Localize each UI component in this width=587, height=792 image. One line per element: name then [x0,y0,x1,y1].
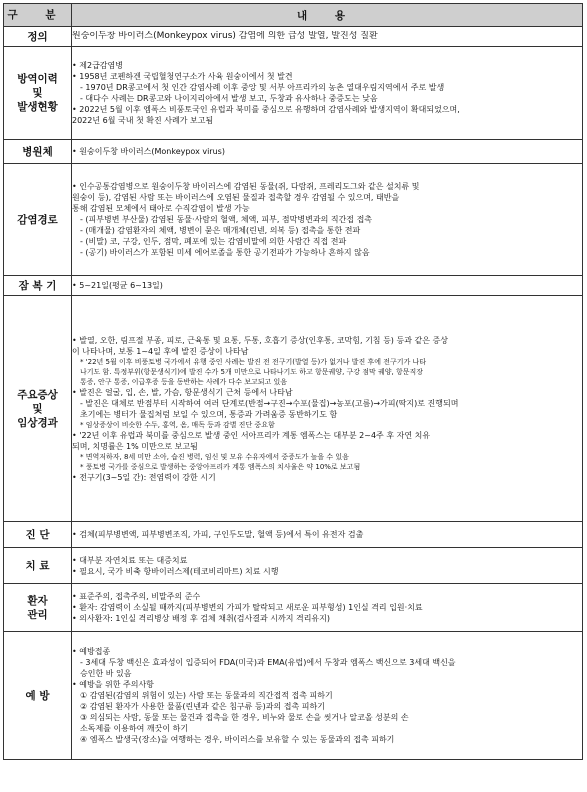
label-line: 진 단 [25,528,50,541]
row-label-definition [4,27,72,47]
row-content-pathogen [72,140,583,164]
content-line: • 의사환자: 1인실 격리병상 배정 후 검체 채취(검사결과 시까지 격리유지) [72,614,331,623]
header-category: 구 분 [4,4,72,27]
row-incubation [4,276,583,296]
content-line: • 전구기(3~5일 간): 전염력이 강한 시기 [72,472,216,482]
content-line: - 대다수 사례는 DR콩고와 나이지리아에서 발생 보고, 두창과 유사하나 중증도는 낮음 [80,94,378,103]
content-note: * 면역저하자, 8세 미만 소아, 습진 병력, 임신 및 모유 수유자에서 중증도가 높을 수 있음 [80,452,349,461]
content-line: - 발진은 대체로 반점부터 시작하여 여러 단계로(반점→구진→수포(물집)→농포(고름)→가피(딱지)로 진행되며 [80,398,459,408]
row-label-prevention [4,632,72,760]
content-line: • 대부분 자연치료 또는 대증치료 [72,555,188,565]
content-line: 통해 감염된 모체에서 태아로 수직감염이 발생 가능 [72,204,250,213]
row-pathogen [4,140,583,164]
row-label-treatment [4,548,72,584]
content-line: ② 감염된 환자가 사용한 물품(린넨과 같은 침구류 등)과의 접촉 피하기 [80,702,325,711]
content-line: 2022년 6월 국내 첫 확진 사례가 보고됨 [72,116,214,125]
table-header-row [4,4,583,27]
row-treatment [4,548,583,584]
label-line: 및 [32,402,43,415]
row-content-diagnosis [72,522,583,548]
content-line: ③ 의심되는 사람, 동물 또는 물건과 접촉을 한 경우, 비누와 물로 손을 씻거나 알코올 성분의 손 [80,713,409,722]
row-label-symptoms [4,296,72,522]
row-transmission [4,164,583,276]
content-line: - (피부병변 부산물) 감염된 동물·사람의 혈액, 체액, 피부, 점막병변과의 직간접 접촉 [80,215,373,224]
label-line: 치 료 [25,559,50,572]
content-line: • '22년 이후 유럽과 북미를 중심으로 발생 중인 서아프리카 계통 엠폭스는 대부분 2~4주 후 자연 치유 [72,430,431,440]
content-line: • 발진은 얼굴, 입, 손, 발, 가슴, 항문생식기 근처 등에서 나타남 [72,387,293,397]
content-line: - 3세대 두창 백신은 효과성이 입증되어 FDA(미국)과 EMA(유럽)에서 두창과 엠폭스 백신으로 3세대 백신을 [80,658,456,667]
content-line: • 예방접종 [72,647,111,656]
content-line: • 5~21일(평균 6~13일) [72,281,163,290]
content-note: * '22년 5월 이후 비풍토병 국가에서 유행 중인 사례는 발진 전 전구기(발열 등)가 없거나 발진 후에 전구기가 나타 [80,357,427,366]
row-content-patient-management [72,584,583,632]
content-line: - 1970년 DR콩고에서 첫 인간 감염사례 이후 중앙 및 서부 아프리카의 농촌 열대우림지역에서 주로 발생 [80,83,445,92]
content-note: * 임상증상이 비슷한 수두, 홍역, 옴, 매독 등과 감별 진단 중요함 [80,420,275,429]
label-line: 환자 [27,594,48,607]
label-line: 정의 [27,30,48,43]
content-line: ④ 엠폭스 발생국(장소)을 여행하는 경우, 바이러스를 보유할 수 있는 동물과의 접촉 피하기 [80,735,395,744]
label-line: 예 방 [25,689,50,702]
row-content-incubation [72,276,583,296]
row-symptoms [4,296,583,522]
row-content-treatment [72,548,583,584]
row-content-prevention [72,632,583,760]
content-line: • 검체(피부병변액, 피부병변조직, 가피, 구인두도말, 혈액 등)에서 특이 유전자 검출 [72,530,364,539]
row-content-definition [72,27,583,47]
content-line: • 표준주의, 접촉주의, 비말주의 준수 [72,592,201,601]
label-line: 주요증상 [17,388,58,401]
label-line: 및 [32,87,43,99]
content-line: - (공기) 바이러스가 포함된 미세 에어로졸을 통한 공기전파가 가능하나 흔하지 않음 [80,248,370,257]
content-line: - (매개물) 감염환자의 체액, 병변이 묻은 매개체(린넨, 의복 등) 접촉을 통한 전파 [80,226,361,235]
content-line: 승인한 바 있음 [80,669,132,678]
label-line: 잠 복 기 [18,279,57,292]
content-line: • 1958년 코펜하겐 국립혈청연구소가 사육 원숭이에서 첫 발견 [72,72,293,81]
row-patient-management [4,584,583,632]
content-line: • 인수공통감염병으로 원숭이두창 바이러스에 감염된 동물(쥐, 다람쥐, 프레리도그와 같은 설치류 및 [72,182,420,191]
content-line: 이 나타나며, 보통 1~4일 후에 발진 증상이 나타남 [72,346,249,356]
label-line: 방역이력 [17,73,58,85]
content-line: 원숭이 등), 감염된 사람 또는 바이러스에 오염된 물질과 접촉할 경우 감염될 수 있으며, 태반을 [72,193,400,202]
content-line: • 예방을 위한 주의사항 [72,680,154,689]
label-line: 병원체 [22,145,53,158]
row-prevention [4,632,583,760]
content-line: 원숭이두창 바이러스(Monkeypox virus) 감염에 의한 급성 발열, 발진성 질환 [72,31,378,41]
row-label-incubation [4,276,72,296]
row-content-transmission [72,164,583,276]
row-content-symptoms [72,296,583,522]
row-diagnosis [4,522,583,548]
info-table [3,3,583,760]
content-line: 되며, 치명률은 1% 미만으로 보고됨 [72,441,198,451]
content-line: • 원숭이두창 바이러스(Monkeypox virus) [72,147,225,156]
content-note: * 풍토병 국가를 중심으로 발생하는 중앙아프리카 계통 엠폭스의 치사율은 약 10%로 보고됨 [80,462,361,471]
row-label-pathogen [4,140,72,164]
content-note: 통증, 안구 통증, 이급후증 등을 동반하는 사례가 다수 보고되고 있음 [80,377,288,386]
row-label-diagnosis [4,522,72,548]
content-line: • 필요시, 국가 비축 항바이러스제(테코비리마트) 치료 시행 [72,566,279,576]
content-line: 초기에는 병터가 물집처럼 보일 수 있으며, 통증과 가려움증 동반하기도 함 [80,409,338,419]
row-label-history [4,47,72,140]
content-line: • 제2급감염병 [72,61,123,70]
row-history [4,47,583,140]
label-line: 관리 [27,608,48,621]
row-label-transmission [4,164,72,276]
content-note: 나기도 함. 특정부위(항문생식기)에 발진 수가 5개 미만으로 나타나기도 하고 항문궤양, 구강 점막 궤양, 항문직장 [80,367,424,376]
content-line: ① 감염된(감염의 위험이 있는) 사람 또는 동물과의 직간접적 접촉 피하기 [80,691,333,700]
label-line: 감염경로 [17,213,58,226]
content-line: - (비말) 코, 구강, 인두, 점막, 폐포에 있는 감염비말에 의한 사람간 직접 전파 [80,237,347,246]
row-content-history [72,47,583,140]
content-line: • 환자: 감염력이 소실될 때까지(피부병변의 가피가 탈락되고 새로운 피부형성) 1인실 격리 입원·치료 [72,603,423,612]
content-line: • 발열, 오한, 림프절 부종, 피로, 근육통 및 요통, 두통, 호흡기 증상(인후통, 코막힘, 기침 등) 등과 같은 증상 [72,335,448,345]
header-content: 내 용 [72,4,583,27]
row-definition [4,27,583,47]
row-label-patient-management [4,584,72,632]
content-line: 소독제를 이용하여 깨끗이 하기 [80,724,189,733]
label-line: 발생현황 [17,101,58,113]
label-line: 임상경과 [17,416,58,429]
content-line: • 2022년 5월 이후 엠폭스 비풍토국인 유럽과 북미를 중심으로 유행하며 감염사례와 발생지역이 확대되었으며, [72,105,460,114]
